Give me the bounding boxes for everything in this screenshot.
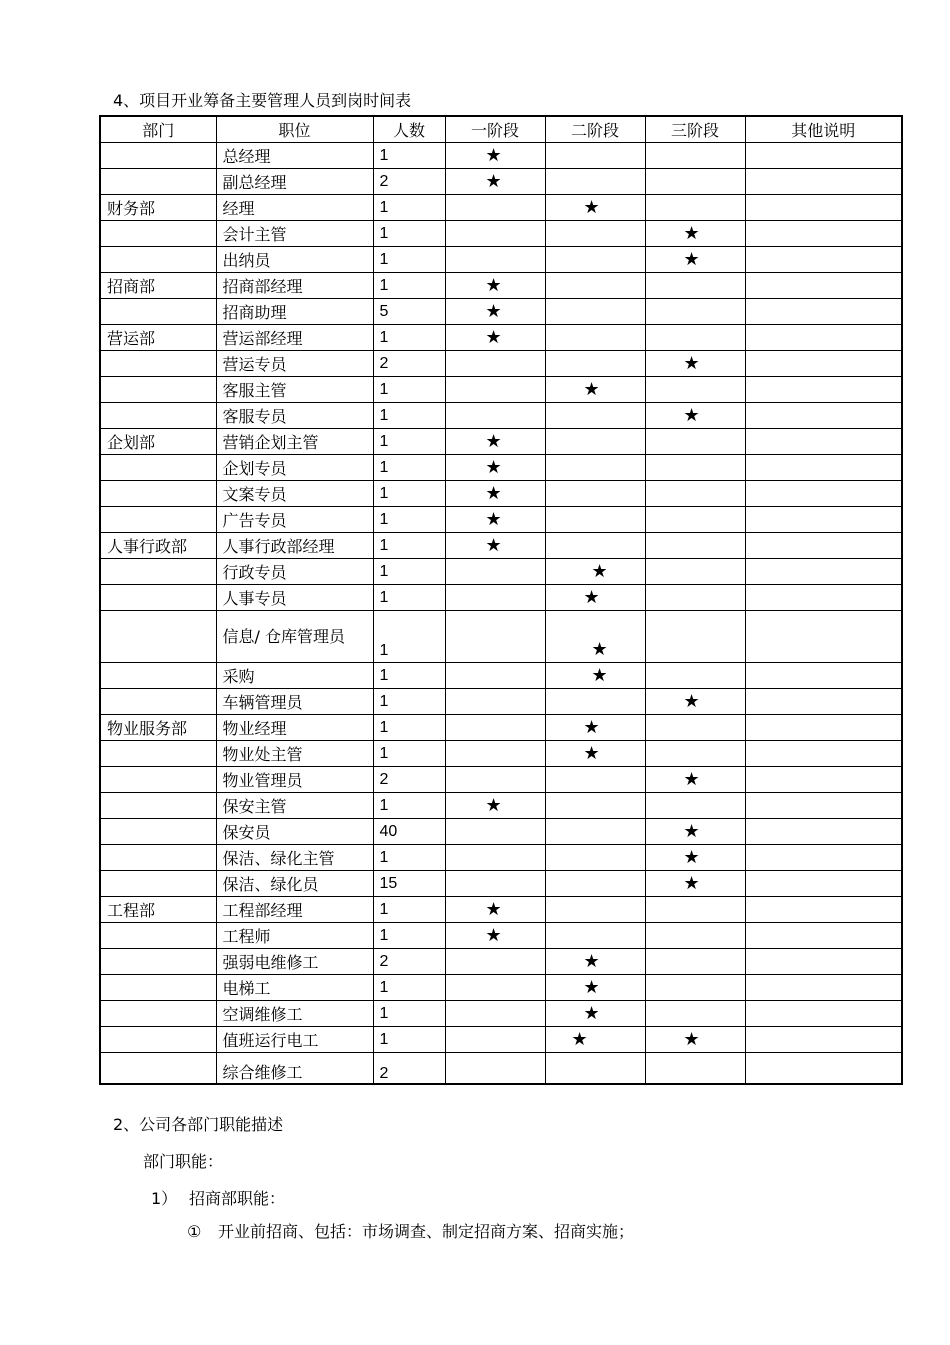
position-cell: 物业经理: [216, 715, 373, 741]
table-row: [100, 221, 902, 247]
count-cell: 2: [373, 351, 445, 377]
position-cell: 工程师: [216, 923, 373, 949]
dept-cell: [100, 819, 216, 845]
stage-1-cell: [445, 715, 545, 741]
stage-1-cell: [445, 949, 545, 975]
notes-cell: [745, 819, 902, 845]
count-cell: 2: [373, 949, 445, 975]
header-dept: 部门: [100, 116, 216, 143]
table-row: [100, 559, 902, 585]
notes-cell: [745, 611, 902, 663]
position-cell: 客服专员: [216, 403, 373, 429]
dept-cell: [100, 455, 216, 481]
stage-3-cell: [645, 559, 745, 585]
stage-2-cell: [545, 429, 645, 455]
dept-cell: [100, 741, 216, 767]
stage-3-cell: [645, 195, 745, 221]
table-row: [100, 195, 902, 221]
stage-1-cell: [445, 1053, 545, 1085]
table-row: [100, 273, 902, 299]
position-cell: 综合维修工: [216, 1053, 373, 1085]
notes-cell: [745, 949, 902, 975]
stage-1-cell: [445, 351, 545, 377]
stage-3-cell: [645, 923, 745, 949]
header-count: 人数: [373, 116, 445, 143]
stage-2-cell: ★: [545, 195, 645, 221]
stage-3-cell: ★: [645, 221, 745, 247]
table-row: [100, 819, 902, 845]
stage-2-cell: [545, 819, 645, 845]
count-cell: 1: [373, 689, 445, 715]
position-cell: 文案专员: [216, 481, 373, 507]
stage-2-cell: ★: [545, 1001, 645, 1027]
position-cell: 物业管理员: [216, 767, 373, 793]
dept-cell: [100, 585, 216, 611]
dept-cell: [100, 871, 216, 897]
stage-1-cell: [445, 871, 545, 897]
notes-cell: [745, 923, 902, 949]
count-cell: 1: [373, 741, 445, 767]
stage-2-cell: ★: [545, 585, 645, 611]
dept-cell: [100, 767, 216, 793]
position-cell: 电梯工: [216, 975, 373, 1001]
notes-cell: [745, 143, 902, 169]
stage-3-cell: ★: [645, 689, 745, 715]
stage-3-cell: [645, 169, 745, 195]
header-stage-1: 一阶段: [445, 116, 545, 143]
stage-3-cell: [645, 585, 745, 611]
stage-3-cell: [645, 507, 745, 533]
stage-2-cell: [545, 533, 645, 559]
stage-1-cell: ★: [445, 897, 545, 923]
position-cell: 营运部经理: [216, 325, 373, 351]
stage-1-cell: [445, 195, 545, 221]
stage-3-cell: ★: [645, 819, 745, 845]
position-cell: 保安员: [216, 819, 373, 845]
position-cell: 广告专员: [216, 507, 373, 533]
dept-cell: [100, 949, 216, 975]
table-body: [100, 143, 902, 1085]
notes-cell: [745, 325, 902, 351]
section-subheading: 部门职能：: [143, 1152, 224, 1171]
stage-1-cell: ★: [445, 507, 545, 533]
count-cell: 1: [373, 507, 445, 533]
count-cell: 1: [373, 897, 445, 923]
table-row: [100, 897, 902, 923]
notes-cell: [745, 845, 902, 871]
stage-3-cell: [645, 949, 745, 975]
count-cell: 1: [373, 715, 445, 741]
count-cell: 1: [373, 455, 445, 481]
position-cell: 保洁、绿化主管: [216, 845, 373, 871]
dept-cell: [100, 1001, 216, 1027]
table-row: [100, 611, 902, 663]
dept-cell: [100, 689, 216, 715]
stage-1-cell: [445, 767, 545, 793]
stage-1-cell: ★: [445, 481, 545, 507]
notes-cell: [745, 871, 902, 897]
dept-cell: [100, 481, 216, 507]
table-row: [100, 325, 902, 351]
dept-cell: [100, 221, 216, 247]
stage-1-cell: ★: [445, 169, 545, 195]
list-item-label: 招商部职能：: [189, 1189, 286, 1208]
table-row: [100, 689, 902, 715]
table-row: [100, 871, 902, 897]
notes-cell: [745, 351, 902, 377]
stage-3-cell: [645, 325, 745, 351]
position-cell: 值班运行电工: [216, 1027, 373, 1053]
position-cell: 副总经理: [216, 169, 373, 195]
table-row: [100, 1053, 902, 1085]
count-cell: 1: [373, 377, 445, 403]
table-row: [100, 377, 902, 403]
notes-cell: [745, 507, 902, 533]
dept-cell: [100, 169, 216, 195]
header-stage-3: 三阶段: [645, 116, 745, 143]
stage-2-cell: ★: [545, 741, 645, 767]
dept-cell: [100, 975, 216, 1001]
stage-1-cell: [445, 663, 545, 689]
stage-3-cell: [645, 143, 745, 169]
position-cell: 信息/ 仓库管理员: [216, 611, 373, 663]
position-cell: 物业处主管: [216, 741, 373, 767]
count-cell: 1: [373, 143, 445, 169]
stage-3-cell: ★: [645, 767, 745, 793]
count-cell: 1: [373, 845, 445, 871]
stage-2-cell: ★: [545, 715, 645, 741]
position-cell: 工程部经理: [216, 897, 373, 923]
position-cell: 保安主管: [216, 793, 373, 819]
table-row: [100, 299, 902, 325]
stage-3-cell: ★: [645, 403, 745, 429]
notes-cell: [745, 897, 902, 923]
stage-1-cell: [445, 585, 545, 611]
stage-3-cell: ★: [645, 351, 745, 377]
stage-2-cell: ★: [545, 949, 645, 975]
position-cell: 采购: [216, 663, 373, 689]
position-cell: 企划专员: [216, 455, 373, 481]
stage-1-cell: ★: [445, 793, 545, 819]
count-cell: 1: [373, 533, 445, 559]
notes-cell: [745, 585, 902, 611]
notes-cell: [745, 1027, 902, 1053]
count-cell: 1: [373, 1001, 445, 1027]
stage-1-cell: [445, 559, 545, 585]
stage-2-cell: [545, 325, 645, 351]
table-row: [100, 247, 902, 273]
stage-3-cell: [645, 663, 745, 689]
count-cell: 1: [373, 923, 445, 949]
stage-2-cell: ★: [545, 1027, 645, 1053]
dept-cell: [100, 793, 216, 819]
position-cell: 招商助理: [216, 299, 373, 325]
dept-cell: 营运部: [100, 325, 216, 351]
table-row: [100, 715, 902, 741]
stage-2-cell: [545, 871, 645, 897]
stage-2-cell: [545, 845, 645, 871]
count-cell: 1: [373, 975, 445, 1001]
stage-2-cell: [545, 689, 645, 715]
dept-cell: [100, 1053, 216, 1085]
notes-cell: [745, 533, 902, 559]
count-cell: 1: [373, 663, 445, 689]
stage-1-cell: ★: [445, 143, 545, 169]
stage-1-cell: [445, 247, 545, 273]
stage-3-cell: [645, 377, 745, 403]
count-cell: 40: [373, 819, 445, 845]
stage-2-cell: [545, 767, 645, 793]
count-cell: 2: [373, 169, 445, 195]
stage-1-cell: ★: [445, 429, 545, 455]
stage-3-cell: [645, 1053, 745, 1085]
table-row: [100, 949, 902, 975]
stage-1-cell: ★: [445, 455, 545, 481]
notes-cell: [745, 299, 902, 325]
stage-2-cell: ★: [545, 559, 645, 585]
table-row: [100, 351, 902, 377]
bullet-text: 开业前招商、包括：市场调查、制定招商方案、招商实施；: [218, 1222, 635, 1241]
header-notes: 其他说明: [745, 116, 902, 143]
notes-cell: [745, 1053, 902, 1085]
list-item-number: 1）: [151, 1189, 178, 1208]
position-cell: 总经理: [216, 143, 373, 169]
table-row: [100, 1027, 902, 1053]
position-cell: 会计主管: [216, 221, 373, 247]
table-row: [100, 429, 902, 455]
notes-cell: [745, 455, 902, 481]
stage-2-cell: [545, 247, 645, 273]
stage-2-cell: [545, 897, 645, 923]
stage-3-cell: [645, 481, 745, 507]
dept-cell: [100, 1027, 216, 1053]
dept-cell: [100, 845, 216, 871]
position-cell: 经理: [216, 195, 373, 221]
stage-2-cell: [545, 1053, 645, 1085]
dept-cell: [100, 507, 216, 533]
stage-1-cell: [445, 975, 545, 1001]
stage-2-cell: [545, 481, 645, 507]
stage-1-cell: [445, 611, 545, 663]
position-cell: 车辆管理员: [216, 689, 373, 715]
stage-2-cell: ★: [545, 611, 645, 663]
position-cell: 空调维修工: [216, 1001, 373, 1027]
bullet-marker: ①: [187, 1222, 202, 1241]
dept-cell: [100, 247, 216, 273]
stage-1-cell: [445, 845, 545, 871]
stage-2-cell: [545, 507, 645, 533]
stage-1-cell: ★: [445, 299, 545, 325]
stage-1-cell: ★: [445, 923, 545, 949]
notes-cell: [745, 247, 902, 273]
count-cell: 1: [373, 429, 445, 455]
notes-cell: [745, 559, 902, 585]
dept-cell: 工程部: [100, 897, 216, 923]
notes-cell: [745, 663, 902, 689]
table-row: [100, 663, 902, 689]
section-heading: 2、公司各部门职能描述: [113, 1115, 284, 1134]
position-cell: 营销企划主管: [216, 429, 373, 455]
position-cell: 客服主管: [216, 377, 373, 403]
position-cell: 人事专员: [216, 585, 373, 611]
stage-3-cell: [645, 299, 745, 325]
stage-2-cell: [545, 793, 645, 819]
stage-3-cell: [645, 741, 745, 767]
notes-cell: [745, 403, 902, 429]
count-cell: 5: [373, 299, 445, 325]
table-row: [100, 169, 902, 195]
stage-3-cell: [645, 897, 745, 923]
table-row: [100, 923, 902, 949]
count-cell: 1: [373, 611, 445, 663]
header-position: 职位: [216, 116, 373, 143]
notes-cell: [745, 169, 902, 195]
dept-cell: [100, 611, 216, 663]
header-row: [100, 116, 902, 143]
count-cell: 1: [373, 481, 445, 507]
stage-3-cell: ★: [645, 1027, 745, 1053]
stage-3-cell: ★: [645, 845, 745, 871]
notes-cell: [745, 221, 902, 247]
dept-cell: 财务部: [100, 195, 216, 221]
dept-cell: [100, 351, 216, 377]
table-row: [100, 767, 902, 793]
stage-3-cell: [645, 715, 745, 741]
stage-2-cell: [545, 299, 645, 325]
dept-cell: 物业服务部: [100, 715, 216, 741]
stage-2-cell: [545, 351, 645, 377]
position-cell: 行政专员: [216, 559, 373, 585]
stage-2-cell: [545, 143, 645, 169]
stage-3-cell: [645, 793, 745, 819]
stage-2-cell: [545, 455, 645, 481]
dept-cell: 企划部: [100, 429, 216, 455]
stage-1-cell: ★: [445, 325, 545, 351]
table-row: [100, 793, 902, 819]
dept-cell: 招商部: [100, 273, 216, 299]
notes-cell: [745, 429, 902, 455]
stage-3-cell: [645, 533, 745, 559]
count-cell: 1: [373, 195, 445, 221]
notes-cell: [745, 481, 902, 507]
stage-1-cell: [445, 221, 545, 247]
table-row: [100, 507, 902, 533]
stage-3-cell: [645, 611, 745, 663]
header-stage-2: 二阶段: [545, 116, 645, 143]
notes-cell: [745, 377, 902, 403]
stage-1-cell: [445, 741, 545, 767]
notes-cell: [745, 1001, 902, 1027]
stage-3-cell: ★: [645, 871, 745, 897]
position-cell: 人事行政部经理: [216, 533, 373, 559]
table-row: [100, 741, 902, 767]
table-row: [100, 845, 902, 871]
count-cell: 2: [373, 1053, 445, 1085]
notes-cell: [745, 715, 902, 741]
notes-cell: [745, 195, 902, 221]
stage-3-cell: [645, 975, 745, 1001]
table-row: [100, 143, 902, 169]
dept-cell: [100, 299, 216, 325]
notes-cell: [745, 793, 902, 819]
notes-cell: [745, 689, 902, 715]
stage-3-cell: [645, 429, 745, 455]
count-cell: 1: [373, 247, 445, 273]
stage-1-cell: ★: [445, 533, 545, 559]
staffing-schedule-table: [99, 115, 903, 1085]
count-cell: 15: [373, 871, 445, 897]
position-cell: 招商部经理: [216, 273, 373, 299]
table-row: [100, 975, 902, 1001]
stage-2-cell: ★: [545, 663, 645, 689]
position-cell: 保洁、绿化员: [216, 871, 373, 897]
position-cell: 营运专员: [216, 351, 373, 377]
stage-1-cell: [445, 819, 545, 845]
table-row: [100, 1001, 902, 1027]
notes-cell: [745, 975, 902, 1001]
stage-2-cell: ★: [545, 975, 645, 1001]
stage-1-cell: [445, 1027, 545, 1053]
stage-1-cell: [445, 403, 545, 429]
stage-2-cell: [545, 273, 645, 299]
count-cell: 1: [373, 221, 445, 247]
stage-2-cell: [545, 169, 645, 195]
stage-3-cell: [645, 1001, 745, 1027]
table-row: [100, 533, 902, 559]
table-row: [100, 481, 902, 507]
table-row: [100, 403, 902, 429]
count-cell: 1: [373, 793, 445, 819]
count-cell: 1: [373, 325, 445, 351]
dept-cell: [100, 923, 216, 949]
stage-1-cell: ★: [445, 273, 545, 299]
table-row: [100, 455, 902, 481]
stage-1-cell: [445, 689, 545, 715]
dept-cell: 人事行政部: [100, 533, 216, 559]
table-row: [100, 585, 902, 611]
stage-2-cell: [545, 221, 645, 247]
position-cell: 强弱电维修工: [216, 949, 373, 975]
notes-cell: [745, 741, 902, 767]
stage-3-cell: [645, 273, 745, 299]
count-cell: 1: [373, 559, 445, 585]
stage-1-cell: [445, 377, 545, 403]
notes-cell: [745, 767, 902, 793]
count-cell: 1: [373, 273, 445, 299]
count-cell: 1: [373, 403, 445, 429]
stage-2-cell: ★: [545, 377, 645, 403]
dept-cell: [100, 143, 216, 169]
dept-cell: [100, 377, 216, 403]
stage-3-cell: ★: [645, 247, 745, 273]
position-cell: 出纳员: [216, 247, 373, 273]
count-cell: 2: [373, 767, 445, 793]
count-cell: 1: [373, 1027, 445, 1053]
stage-3-cell: [645, 455, 745, 481]
stage-2-cell: [545, 923, 645, 949]
stage-1-cell: [445, 1001, 545, 1027]
dept-cell: [100, 403, 216, 429]
dept-cell: [100, 663, 216, 689]
dept-cell: [100, 559, 216, 585]
count-cell: 1: [373, 585, 445, 611]
notes-cell: [745, 273, 902, 299]
stage-2-cell: [545, 403, 645, 429]
table-title: 4、项目开业筹备主要管理人员到岗时间表: [113, 91, 412, 110]
